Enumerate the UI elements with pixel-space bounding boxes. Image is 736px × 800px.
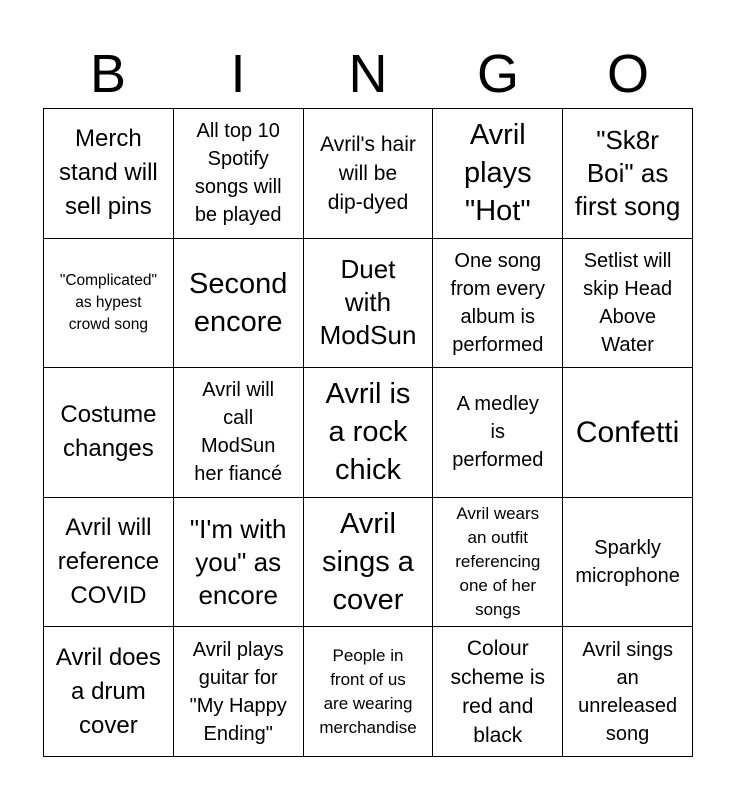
bingo-grid — [43, 108, 693, 757]
cell-text: Colour scheme is red and black — [450, 636, 546, 747]
cell-text: Merch stand will sell pins — [59, 125, 158, 221]
bingo-cell[interactable] — [174, 368, 304, 498]
header-letter-n: N — [348, 44, 388, 104]
bingo-cell[interactable] — [174, 239, 304, 369]
cell-text: Sparkly microphone — [575, 537, 680, 588]
bingo-cell[interactable] — [174, 109, 304, 239]
bingo-cell[interactable] — [304, 368, 434, 498]
cell-text: Avril will call ModSun her fiancé — [194, 379, 283, 486]
cell-text: Duet with ModSun — [319, 254, 417, 351]
bingo-cell[interactable] — [433, 109, 563, 239]
header-letter-g: G — [476, 44, 519, 104]
bingo-cell[interactable] — [44, 627, 174, 757]
bingo-cell[interactable] — [433, 239, 563, 369]
cell-text: Costume changes — [60, 401, 157, 463]
bingo-cell[interactable] — [433, 627, 563, 757]
header-letter-i: I — [230, 44, 246, 104]
cell-text: Setlist will skip Head Above Water — [583, 249, 673, 356]
cell-text: "I'm with you" as encore — [189, 513, 287, 610]
bingo-cell[interactable] — [44, 498, 174, 628]
bingo-cell[interactable] — [304, 109, 434, 239]
header-letter-o: O — [606, 44, 649, 104]
bingo-cell[interactable] — [44, 239, 174, 369]
bingo-cell[interactable] — [563, 498, 693, 628]
cell-text: "Complicated" as hypest crowd song — [59, 271, 157, 333]
bingo-cell[interactable] — [304, 239, 434, 369]
cell-text: Avril sings an unreleased song — [578, 638, 678, 745]
cell-text: A medley is performed — [452, 393, 544, 472]
bingo-cell[interactable] — [174, 627, 304, 757]
bingo-cell[interactable] — [563, 109, 693, 239]
bingo-cell[interactable] — [174, 498, 304, 628]
cell-text: Avril plays "Hot" — [463, 119, 532, 228]
cell-text: Avril sings a cover — [322, 508, 414, 617]
cell-text: All top 10 Spotify songs will be played — [194, 120, 282, 227]
cell-text: Avril does a drum cover — [55, 643, 161, 739]
header-letter-b: B — [89, 44, 127, 104]
bingo-header — [43, 40, 693, 108]
bingo-cell[interactable] — [563, 239, 693, 369]
cell-text: "Sk8r Boi" as first song — [574, 124, 681, 221]
cell-text: Avril is a rock chick — [325, 378, 411, 487]
cell-text: One song from every album is performed — [450, 249, 546, 356]
cell-text: Avril will reference COVID — [57, 514, 160, 610]
cell-text: Avril wears an outfit referencing one of her songs — [455, 504, 541, 620]
bingo-cell[interactable] — [433, 368, 563, 498]
bingo-cell[interactable] — [44, 368, 174, 498]
bingo-cell[interactable] — [44, 109, 174, 239]
bingo-cell[interactable] — [433, 498, 563, 628]
cell-text: Confetti — [575, 415, 680, 449]
cell-text: Second encore — [189, 267, 288, 338]
bingo-cell[interactable] — [563, 368, 693, 498]
bingo-cell[interactable] — [304, 498, 434, 628]
cell-text: Avril plays guitar for "My Happy Ending" — [189, 638, 287, 745]
bingo-cell[interactable] — [304, 627, 434, 757]
cell-text: People in front of us are wearing merchandise — [319, 645, 417, 737]
cell-text: Avril's hair will be dip-dyed — [320, 132, 416, 214]
bingo-cell[interactable] — [563, 627, 693, 757]
